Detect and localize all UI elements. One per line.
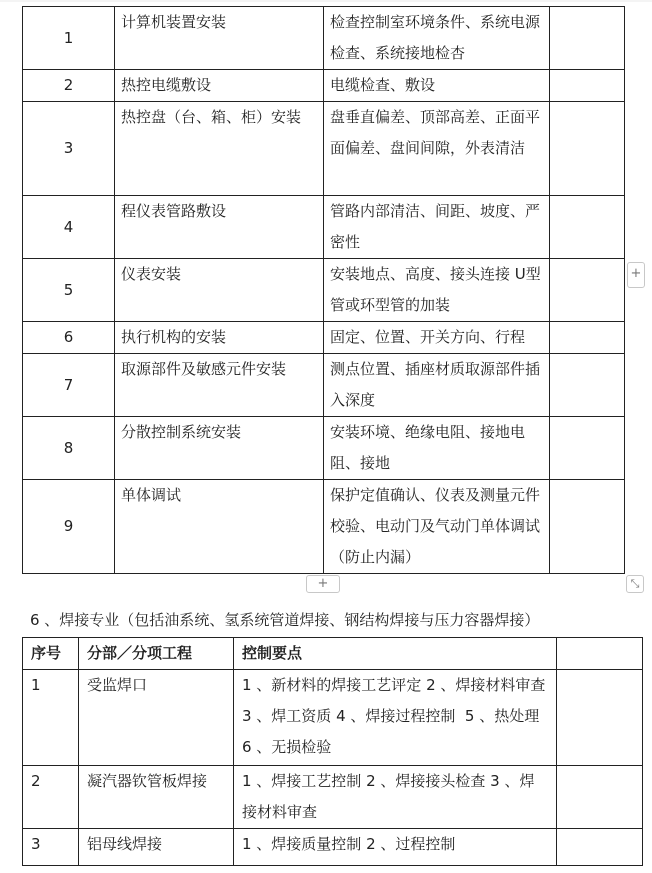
blank-cell[interactable] [550,480,625,574]
header-item: 分部／分项工程 [79,638,234,670]
header-no: 序号 [23,638,79,670]
top-edge [0,0,652,2]
row-number: 1 [23,7,115,70]
points-cell[interactable]: 1 、焊接工艺控制 2 、焊接接头检查 3 、焊接材料审查 [234,766,557,829]
item-cell[interactable]: 凝汽器钦管板焊接 [79,766,234,829]
row-number: 1 [23,670,79,766]
add-column-button[interactable]: + [627,262,645,288]
table-row [23,670,643,766]
inspection-table [22,6,625,574]
item-cell[interactable]: 单体调试 [115,480,324,574]
table-row [23,354,625,417]
item-cell[interactable]: 热控盘（台、箱、柜）安装 [115,102,324,196]
blank-cell[interactable] [550,7,625,70]
table-row [23,480,625,574]
blank-cell[interactable] [550,196,625,259]
table-row [23,322,625,354]
table-row [23,259,625,322]
blank-cell[interactable] [550,417,625,480]
row-number: 7 [23,354,115,417]
header-blank [557,638,643,670]
table-row [23,7,625,70]
row-number: 2 [23,70,115,102]
welding-table [22,637,643,866]
points-cell[interactable]: 电缆检查、敷设 [324,70,550,102]
blank-cell[interactable] [557,829,643,866]
row-number: 3 [23,102,115,196]
points-cell[interactable]: 安装环境、绝缘电阻、接地电阻、接地 [324,417,550,480]
header-row [23,638,643,670]
table-row [23,196,625,259]
blank-cell[interactable] [550,354,625,417]
table-row [23,70,625,102]
blank-cell[interactable] [550,70,625,102]
row-number: 9 [23,480,115,574]
item-cell[interactable]: 程仪表管路敷设 [115,196,324,259]
blank-cell[interactable] [550,259,625,322]
points-cell[interactable]: 固定、位置、开关方向、行程 [324,322,550,354]
points-cell[interactable]: 检查控制室环境条件、系统电源检查、系统接地检杏 [324,7,550,70]
points-cell[interactable]: 1 、焊接质量控制 2 、过程控制 [234,829,557,866]
points-cell[interactable]: 管路内部清洁、间距、坡度、严密性 [324,196,550,259]
row-number: 3 [23,829,79,866]
item-cell[interactable]: 计算机装置安装 [115,7,324,70]
item-cell[interactable]: 执行机构的安装 [115,322,324,354]
blank-cell[interactable] [550,322,625,354]
blank-cell[interactable] [557,766,643,829]
row-number: 2 [23,766,79,829]
item-cell[interactable]: 热控电缆敷设 [115,70,324,102]
table-row [23,829,643,866]
blank-cell[interactable] [550,102,625,196]
table-row [23,102,625,196]
blank-cell[interactable] [557,670,643,766]
points-cell[interactable]: 安装地点、高度、接头连接 U型管或环型管的加装 [324,259,550,322]
table-resize-handle[interactable]: ⤡ [626,575,644,593]
item-cell[interactable]: 受监焊口 [79,670,234,766]
row-number: 4 [23,196,115,259]
row-number: 6 [23,322,115,354]
points-cell[interactable]: 1 、新材料的焊接工艺评定 2 、焊接材料审查 3 、焊工资质 4 、焊接过程控制 5 、热处理 6 、无损检验 [234,670,557,766]
item-cell[interactable]: 分散控制系统安装 [115,417,324,480]
points-cell[interactable]: 保护定值确认、仪表及测量元件校验、电动门及气动门单体调试（防止内漏） [324,480,550,574]
item-cell[interactable]: 仪表安装 [115,259,324,322]
points-cell[interactable]: 测点位置、插座材质取源部件插入深度 [324,354,550,417]
row-number: 8 [23,417,115,480]
table-row [23,417,625,480]
row-number: 5 [23,259,115,322]
points-cell[interactable]: 盘垂直偏差、顶部高差、正面平面偏差、盘间间隙，外表清洁 [324,102,550,196]
add-row-button[interactable]: + [306,575,340,593]
item-cell[interactable]: 铝母线焊接 [79,829,234,866]
section-heading: 6 、焊接专业（包括油系统、氢系统管道焊接、钢结构焊接与压力容器焊接） [30,611,540,629]
header-points: 控制要点 [234,638,557,670]
table-row [23,766,643,829]
item-cell[interactable]: 取源部件及敏感元件安装 [115,354,324,417]
